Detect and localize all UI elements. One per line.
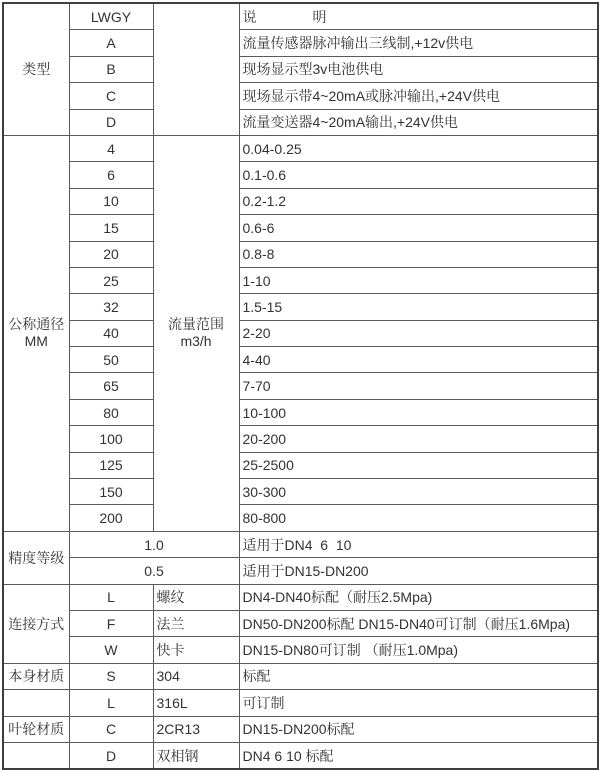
flow-range-label-line1: 流量范围 (168, 315, 224, 332)
table-row (3, 716, 598, 742)
dn-cell: 10 (69, 188, 153, 214)
connection-name-cell: 快卡 (153, 637, 239, 663)
flow-range-cell: 10-100 (239, 399, 598, 425)
connection-desc-cell: DN4-DN40标配（耐压2.5Mpa) (239, 584, 598, 610)
table-row (3, 663, 598, 689)
table-row (3, 610, 598, 636)
model-code-cell: LWGY (69, 3, 153, 30)
diameter-label-line1: 公称通径 (8, 315, 65, 332)
dn-cell: 50 (69, 347, 153, 373)
dn-cell: 6 (69, 162, 153, 188)
accuracy-desc-cell: 适用于DN4 6 10 (239, 531, 598, 557)
dn-cell: 40 (69, 320, 153, 346)
table-row (3, 373, 598, 399)
flow-range-cell: 4-40 (239, 347, 598, 373)
section-label-impeller-material: 叶轮材质 (3, 716, 69, 742)
flow-range-cell: 0.6-6 (239, 215, 598, 241)
table-row (3, 637, 598, 663)
impeller-desc-cell: DN4 6 10 标配 (239, 742, 598, 769)
impeller-code-cell: L (69, 690, 153, 716)
dn-cell: 15 (69, 215, 153, 241)
flow-range-cell: 1.5-15 (239, 294, 598, 320)
table-row (3, 320, 598, 346)
dn-cell: 4 (69, 135, 153, 161)
dn-cell: 65 (69, 373, 153, 399)
type-desc-cell: 流量变送器4~20mA输出,+24V供电 (239, 109, 598, 135)
table-row (3, 135, 598, 161)
impeller-code-cell: D (69, 742, 153, 769)
section-label-accuracy: 精度等级 (3, 531, 69, 584)
type-desc-cell: 流量传感器脉冲输出三线制,+12v供电 (239, 30, 598, 56)
diameter-label-line2: MM (24, 333, 48, 350)
table-row (3, 558, 598, 584)
connection-name-cell: 螺纹 (153, 584, 239, 610)
connection-desc-cell: DN15-DN80可订制 （耐压1.0Mpa) (239, 637, 598, 663)
flow-range-cell: 1-10 (239, 267, 598, 293)
body-material-name-cell: 304 (153, 663, 239, 689)
section-label-connection: 连接方式 (3, 584, 69, 663)
flow-range-cell: 7-70 (239, 373, 598, 399)
type-code-cell: C (69, 83, 153, 109)
type-code-cell: D (69, 109, 153, 135)
dn-cell: 25 (69, 267, 153, 293)
impeller-code-cell: C (69, 716, 153, 742)
flow-range-label-cell (153, 135, 239, 531)
flow-range-cell: 25-2500 (239, 452, 598, 478)
dn-cell: 150 (69, 479, 153, 505)
dn-cell: 20 (69, 241, 153, 267)
type-code-cell: B (69, 56, 153, 82)
section-label-type: 类型 (3, 3, 69, 135)
table-row (3, 162, 598, 188)
type-code-cell: A (69, 30, 153, 56)
type-spacer-cell (153, 3, 239, 135)
table-row (3, 188, 598, 214)
type-desc-cell: 现场显示带4~20mA或脉冲输出,+24V供电 (239, 83, 598, 109)
flow-range-cell: 2-20 (239, 320, 598, 346)
connection-code-cell: L (69, 584, 153, 610)
impeller-name-cell: 双相钢 (153, 742, 239, 769)
dn-cell: 100 (69, 426, 153, 452)
connection-code-cell: W (69, 637, 153, 663)
table-row (3, 56, 598, 82)
accuracy-class-cell: 0.5 (69, 558, 239, 584)
table-row (3, 30, 598, 56)
dn-cell: 125 (69, 452, 153, 478)
section-label-diameter (3, 135, 69, 531)
table-row (3, 399, 598, 425)
accuracy-class-cell: 1.0 (69, 531, 239, 557)
accuracy-desc-cell: 适用于DN15-DN200 (239, 558, 598, 584)
impeller-desc-cell: 可订制 (239, 690, 598, 716)
flow-range-cell: 20-200 (239, 426, 598, 452)
flow-range-cell: 0.1-0.6 (239, 162, 598, 188)
table-row (3, 109, 598, 135)
flow-range-label-line2: m3/h (180, 333, 212, 350)
section-label-body-material: 本身材质 (3, 663, 69, 689)
impeller-empty-cell (3, 742, 69, 769)
table-row (3, 742, 598, 769)
desc-header-cell: 说 明 (239, 3, 598, 30)
impeller-name-cell: 2CR13 (153, 716, 239, 742)
impeller-name-cell: 316L (153, 690, 239, 716)
table-row (3, 690, 598, 716)
table-row (3, 452, 598, 478)
table-row (3, 505, 598, 531)
table-row (3, 267, 598, 293)
table-row (3, 531, 598, 557)
table-row (3, 479, 598, 505)
table-row (3, 347, 598, 373)
flow-range-cell: 0.04-0.25 (239, 135, 598, 161)
table-row (3, 294, 598, 320)
dn-cell: 200 (69, 505, 153, 531)
flowmeter-spec-table (2, 2, 599, 770)
dn-cell: 32 (69, 294, 153, 320)
flow-range-cell: 80-800 (239, 505, 598, 531)
connection-code-cell: F (69, 610, 153, 636)
impeller-empty-cell (3, 690, 69, 716)
flow-range-cell: 0.2-1.2 (239, 188, 598, 214)
table-row (3, 426, 598, 452)
connection-desc-cell: DN50-DN200标配 DN15-DN40可订制（耐压1.6Mpa) (239, 610, 598, 636)
table-row (3, 83, 598, 109)
impeller-desc-cell: DN15-DN200标配 (239, 716, 598, 742)
type-desc-cell: 现场显示型3v电池供电 (239, 56, 598, 82)
body-material-desc-cell: 标配 (239, 663, 598, 689)
table-row (3, 584, 598, 610)
connection-name-cell: 法兰 (153, 610, 239, 636)
table-row (3, 215, 598, 241)
dn-cell: 80 (69, 399, 153, 425)
flow-range-cell: 30-300 (239, 479, 598, 505)
table-row (3, 241, 598, 267)
body-material-code-cell: S (69, 663, 153, 689)
flow-range-cell: 0.8-8 (239, 241, 598, 267)
table-row (3, 3, 598, 30)
